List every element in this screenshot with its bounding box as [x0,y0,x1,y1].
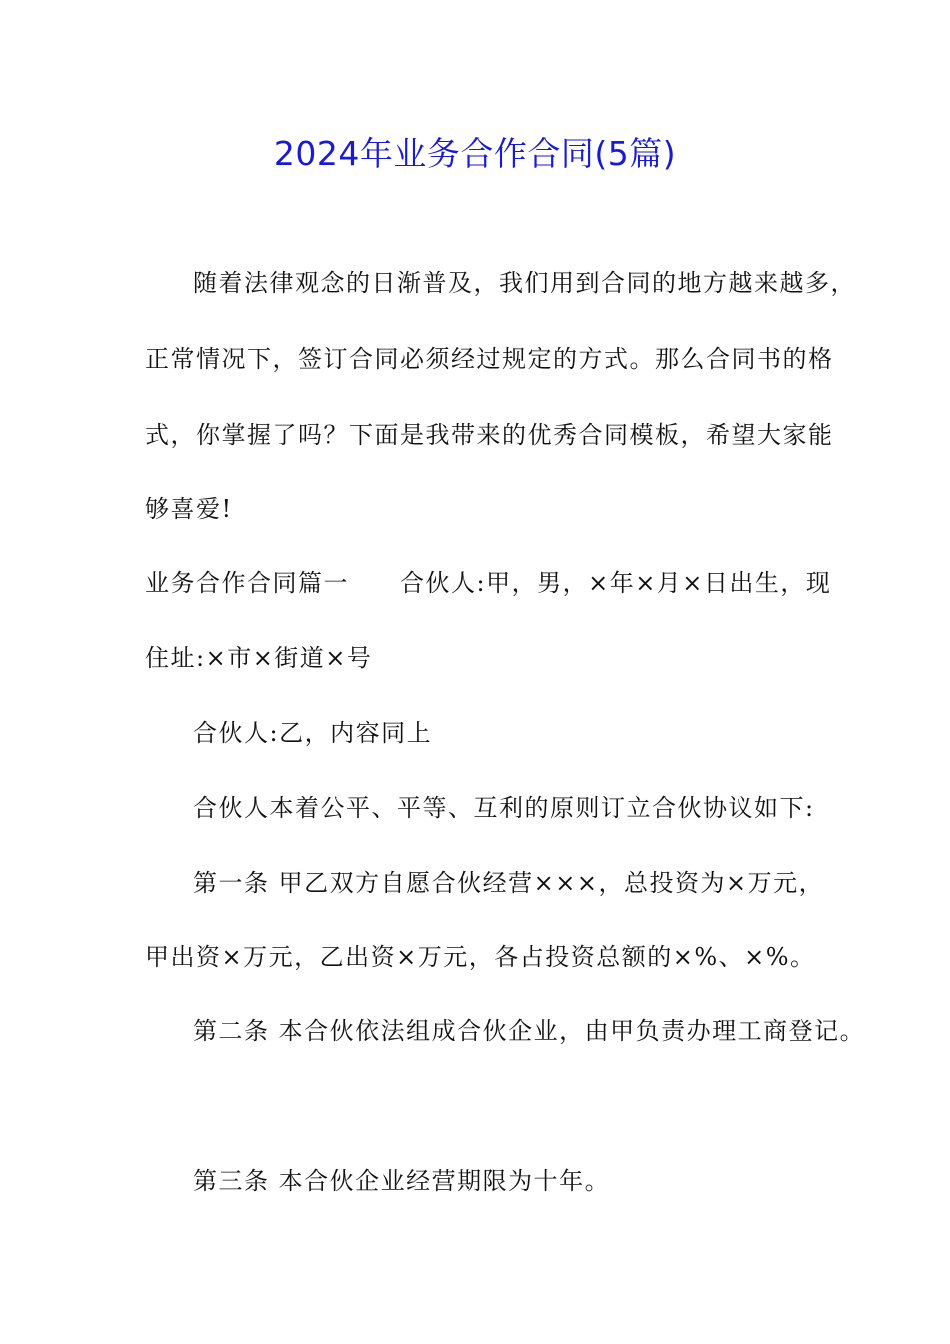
intro-line-1: 随着法律观念的日渐普及，我们用到合同的地方越来越多， [193,269,856,297]
address-line: 住址:×市×街道×号 [145,644,373,672]
article-1-line-2: 甲出资×万元，乙出资×万元，各占投资总额的×%、×%。 [145,943,816,971]
intro-line-4: 够喜爱! [145,495,233,523]
agreement-intro-line: 合伙人本着公平、平等、互利的原则订立合伙协议如下: [193,794,815,822]
document-title: 2024年业务合作合同(5篇) [273,134,677,173]
partner-b-line: 合伙人:乙，内容同上 [193,719,433,747]
article-3-line: 第三条 本合伙企业经营期限为十年。 [193,1167,611,1195]
article-2-line: 第二条 本合伙依法组成合伙企业，由甲负责办理工商登记。 [193,1017,866,1045]
section-heading-line: 业务合作合同篇一 合伙人:甲，男，×年×月×日出生，现 [145,569,832,597]
article-1-line-1: 第一条 甲乙双方自愿合伙经营×××，总投资为×万元， [193,869,825,897]
intro-line-3: 式，你掌握了吗？下面是我带来的优秀合同模板，希望大家能 [145,421,834,449]
intro-line-2: 正常情况下，签订合同必须经过规定的方式。那么合同书的格 [145,345,834,373]
